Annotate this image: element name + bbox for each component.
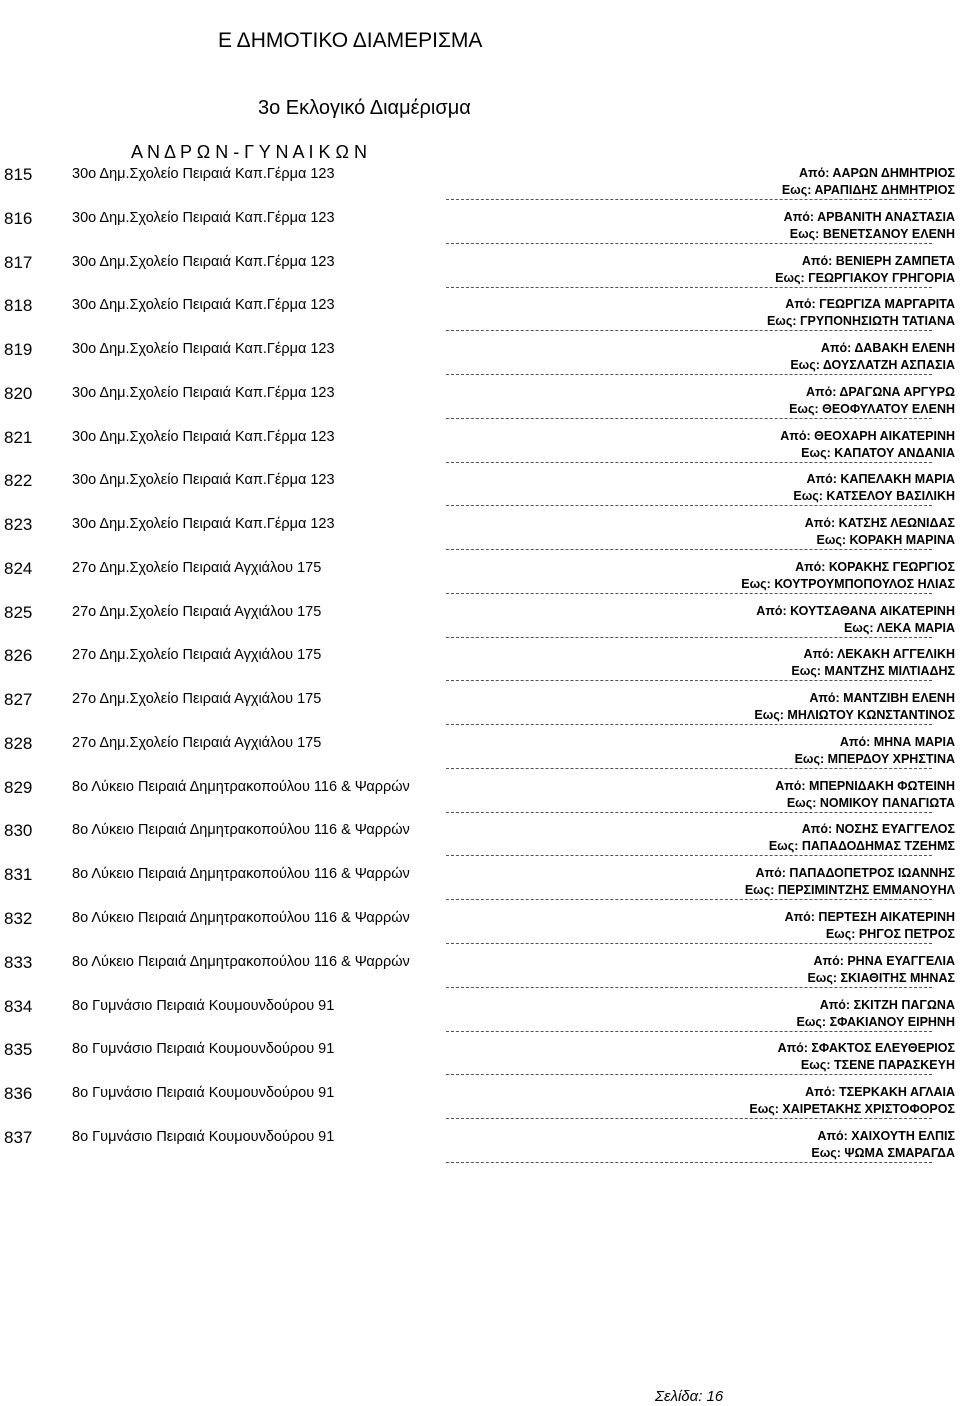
- dashed-separator: [446, 768, 932, 769]
- range-from: Από: ΜΠΕΡΝΙΔΑΚΗ ΦΩΤΕΙΝΗ: [775, 778, 955, 793]
- range-from: Από: ΔΑΒΑΚΗ ΕΛΕΝΗ: [820, 341, 955, 356]
- range-from: Από: ΓΕΩΡΓΙΖΑ ΜΑΡΓΑΡΙΤΑ: [785, 297, 955, 312]
- station-location: 30ο Δημ.Σχολείο Πειραιά Καπ.Γέρμα 123: [72, 341, 335, 358]
- station-location: 8ο Γυμνάσιο Πειραιά Κουμουνδούρου 91: [72, 997, 335, 1014]
- station-row: [0, 776, 960, 820]
- range-from: Από: ΒΕΝΙΕΡΗ ΖΑΜΠΕΤΑ: [801, 253, 955, 268]
- range-from: Από: ΘΕΟΧΑΡΗ ΑΙΚΑΤΕΡΙΝΗ: [780, 428, 955, 443]
- dashed-separator: [446, 549, 932, 550]
- station-number: 829: [4, 777, 33, 797]
- range-to: Εως: ΚΟΥΤΡΟΥΜΠΟΠΟΥΛΟΣ ΗΛΙΑΣ: [741, 576, 955, 591]
- dashed-separator: [446, 199, 932, 200]
- station-row: [0, 863, 960, 907]
- range-from: Από: ΚΑΠΕΛΑΚΗ ΜΑΡΙΑ: [806, 472, 955, 487]
- station-row: [0, 1038, 960, 1082]
- station-row: [0, 557, 960, 601]
- range-to: Εως: ΚΑΤΣΕΛΟΥ ΒΑΣΙΛΙΚΗ: [793, 489, 955, 504]
- station-location: 30ο Δημ.Σχολείο Πειραιά Καπ.Γέρμα 123: [72, 253, 335, 270]
- dashed-separator: [446, 637, 932, 638]
- range-to: Εως: ΚΑΠΑΤΟΥ ΑΝΔΑΝΙΑ: [801, 445, 955, 460]
- station-number: 815: [4, 165, 33, 184]
- station-row: [0, 338, 960, 382]
- dashed-separator: [446, 287, 932, 288]
- range-from: Από: ΣΚΙΤΖΗ ΠΑΓΩΝΑ: [819, 997, 955, 1012]
- station-row: [0, 1082, 960, 1126]
- dashed-separator: [446, 505, 932, 506]
- polling-station-list: [0, 163, 960, 1170]
- range-from: Από: ΔΡΑΓΩΝΑ ΑΡΓΥΡΩ: [806, 384, 955, 399]
- range-to: Εως: ΝΟΜΙΚΟΥ ΠΑΝΑΓΙΩΤΑ: [786, 795, 955, 810]
- range-from: Από: ΜΗΝΑ ΜΑΡΙΑ: [839, 734, 955, 749]
- station-location: 30ο Δημ.Σχολείο Πειραιά Καπ.Γέρμα 123: [72, 297, 335, 314]
- dashed-separator: [446, 1074, 932, 1075]
- station-number: 816: [4, 208, 33, 228]
- range-from: Από: ΝΟΣΗΣ ΕΥΑΓΓΕΛΟΣ: [801, 822, 955, 837]
- range-to: Εως: ΨΩΜΑ ΣΜΑΡΑΓΔΑ: [811, 1145, 955, 1160]
- range-from: Από: ΑΑΡΩΝ ΔΗΜΗΤΡΙΟΣ: [799, 166, 955, 180]
- station-row: [0, 732, 960, 776]
- range-to: Εως: ΒΕΝΕΤΣΑΝΟΥ ΕΛΕΝΗ: [789, 226, 955, 241]
- station-location: 8ο Λύκειο Πειραιά Δημητρακοπούλου 116 & Ψαρρών: [72, 910, 410, 927]
- range-to: Εως: ΣΚΙΑΘΙΤΗΣ ΜΗΝΑΣ: [807, 970, 955, 985]
- range-to: Εως: ΚΟΡΑΚΗ ΜΑΡΙΝΑ: [816, 533, 955, 548]
- range-to: Εως: ΣΦΑΚΙΑΝΟΥ ΕΙΡΗΝΗ: [796, 1014, 955, 1029]
- station-location: 30ο Δημ.Σχολείο Πειραιά Καπ.Γέρμα 123: [72, 166, 335, 182]
- station-row: [0, 819, 960, 863]
- station-location: 30ο Δημ.Σχολείο Πειραιά Καπ.Γέρμα 123: [72, 209, 335, 226]
- station-number: 818: [4, 296, 33, 316]
- station-row: [0, 426, 960, 470]
- station-row: [0, 163, 960, 207]
- station-number: 828: [4, 733, 33, 753]
- dashed-separator: [446, 462, 932, 463]
- range-from: Από: ΣΦΑΚΤΟΣ ΕΛΕΥΘΕΡΙΟΣ: [777, 1041, 955, 1056]
- dashed-separator: [446, 1031, 932, 1032]
- range-from: Από: ΤΣΕΡΚΑΚΗ ΑΓΛΑΙΑ: [805, 1085, 955, 1100]
- station-location: 8ο Λύκειο Πειραιά Δημητρακοπούλου 116 & Ψαρρών: [72, 866, 410, 883]
- station-location: 8ο Λύκειο Πειραιά Δημητρακοπούλου 116 & Ψαρρών: [72, 822, 410, 839]
- range-to: Εως: ΑΡΑΠΙΔΗΣ ΔΗΜΗΤΡΙΟΣ: [781, 183, 955, 197]
- station-number: 836: [4, 1084, 33, 1104]
- station-number: 834: [4, 996, 33, 1016]
- range-from: Από: ΡΗΝΑ ΕΥΑΓΓΕΛΙΑ: [813, 953, 955, 968]
- station-row: [0, 995, 960, 1039]
- gender-heading: Α Ν Δ Ρ Ω Ν - Γ Υ Ν Α Ι Κ Ω Ν: [131, 142, 367, 162]
- range-from: Από: ΠΕΡΤΕΣΗ ΑΙΚΑΤΕΡΙΝΗ: [784, 910, 955, 925]
- station-row: [0, 513, 960, 557]
- range-from: Από: ΛΕΚΑΚΗ ΑΓΓΕΛΙΚΗ: [803, 647, 955, 662]
- range-from: Από: ΜΑΝΤΖΙΒΗ ΕΛΕΝΗ: [809, 691, 955, 706]
- dashed-separator: [446, 812, 932, 813]
- dashed-separator: [446, 374, 932, 375]
- station-row: [0, 469, 960, 513]
- page-number: Σελίδα: 16: [655, 1388, 724, 1405]
- station-number: 825: [4, 602, 33, 622]
- station-location: 8ο Λύκειο Πειραιά Δημητρακοπούλου 116 & Ψαρρών: [72, 778, 410, 795]
- range-to: Εως: ΓΕΩΡΓΙΑΚΟΥ ΓΡΗΓΟΡΙΑ: [775, 270, 955, 285]
- station-number: 821: [4, 427, 33, 447]
- range-to: Εως: ΜΠΕΡΔΟΥ ΧΡΗΣΤΙΝΑ: [794, 751, 955, 766]
- station-number: 822: [4, 471, 33, 491]
- station-number: 837: [4, 1127, 33, 1147]
- dashed-separator: [446, 987, 932, 988]
- station-location: 30ο Δημ.Σχολείο Πειραιά Καπ.Γέρμα 123: [72, 472, 335, 489]
- station-location: 8ο Γυμνάσιο Πειραιά Κουμουνδούρου 91: [72, 1041, 335, 1058]
- station-number: 827: [4, 690, 33, 710]
- dashed-separator: [446, 680, 932, 681]
- range-from: Από: ΠΑΠΑΔΟΠΕΤΡΟΣ ΙΩΑΝΝΗΣ: [755, 866, 955, 881]
- station-row: [0, 951, 960, 995]
- station-row: [0, 382, 960, 426]
- dashed-separator: [446, 943, 932, 944]
- dashed-separator: [446, 1118, 932, 1119]
- station-location: 30ο Δημ.Σχολείο Πειραιά Καπ.Γέρμα 123: [72, 384, 335, 401]
- station-row: [0, 251, 960, 295]
- dashed-separator: [446, 899, 932, 900]
- station-number: 835: [4, 1040, 33, 1060]
- station-row: [0, 644, 960, 688]
- range-to: Εως: ΜΑΝΤΖΗΣ ΜΙΛΤΙΑΔΗΣ: [791, 664, 955, 679]
- district-title: Ε ΔΗΜΟΤΙΚΟ ΔΙΑΜΕΡΙΣΜΑ: [218, 29, 483, 52]
- station-location: 27ο Δημ.Σχολείο Πειραιά Αγχιάλου 175: [72, 691, 322, 708]
- station-number: 824: [4, 558, 33, 578]
- range-to: Εως: ΧΑΙΡΕΤΑΚΗΣ ΧΡΙΣΤΟΦΟΡΟΣ: [749, 1102, 955, 1117]
- range-from: Από: ΧΑΙΧΟΥΤΗ ΕΛΠΙΣ: [817, 1128, 955, 1143]
- station-location: 8ο Λύκειο Πειραιά Δημητρακοπούλου 116 & Ψαρρών: [72, 953, 410, 970]
- dashed-separator: [446, 418, 932, 419]
- range-to: Εως: ΡΗΓΟΣ ΠΕΤΡΟΣ: [825, 927, 955, 942]
- station-row: [0, 1126, 960, 1170]
- range-from: Από: ΚΑΤΣΗΣ ΛΕΩΝΙΔΑΣ: [804, 516, 955, 531]
- station-location: 8ο Γυμνάσιο Πειραιά Κουμουνδούρου 91: [72, 1128, 335, 1145]
- dashed-separator: [446, 855, 932, 856]
- dashed-separator: [446, 330, 932, 331]
- range-from: Από: ΑΡΒΑΝΙΤΗ ΑΝΑΣΤΑΣΙΑ: [783, 209, 955, 224]
- station-number: 831: [4, 865, 33, 885]
- station-location: 30ο Δημ.Σχολείο Πειραιά Καπ.Γέρμα 123: [72, 428, 335, 445]
- station-row: [0, 601, 960, 645]
- dashed-separator: [446, 724, 932, 725]
- range-to: Εως: ΠΑΠΑΔΟΔΗΜΑΣ ΤΖΕΗΜΣ: [768, 839, 955, 854]
- station-location: 8ο Γυμνάσιο Πειραιά Κουμουνδούρου 91: [72, 1085, 335, 1102]
- station-number: 830: [4, 821, 33, 841]
- station-location: 30ο Δημ.Σχολείο Πειραιά Καπ.Γέρμα 123: [72, 516, 335, 533]
- station-row: [0, 907, 960, 951]
- range-to: Εως: ΤΣΕΝΕ ΠΑΡΑΣΚΕΥΗ: [800, 1058, 955, 1073]
- station-number: 826: [4, 646, 33, 666]
- range-from: Από: ΚΟΡΑΚΗΣ ΓΕΩΡΓΙΟΣ: [795, 559, 955, 574]
- station-number: 820: [4, 383, 33, 403]
- dashed-separator: [446, 243, 932, 244]
- range-to: Εως: ΠΕΡΣΙΜΙΝΤΖΗΣ ΕΜΜΑΝΟΥΗΛ: [744, 883, 955, 898]
- range-to: Εως: ΛΕΚΑ ΜΑΡΙΑ: [843, 620, 955, 635]
- station-number: 819: [4, 340, 33, 360]
- station-number: 817: [4, 252, 33, 272]
- subdivision-title: 3ο Εκλογικό Διαμέρισμα: [258, 97, 471, 119]
- station-row: [0, 294, 960, 338]
- station-location: 27ο Δημ.Σχολείο Πειραιά Αγχιάλου 175: [72, 647, 322, 664]
- range-from: Από: ΚΟΥΤΣΑΘΑΝΑ ΑΙΚΑΤΕΡΙΝΗ: [756, 603, 955, 618]
- station-number: 833: [4, 952, 33, 972]
- range-to: Εως: ΜΗΛΙΩΤΟΥ ΚΩΝΣΤΑΝΤΙΝΟΣ: [754, 708, 955, 723]
- station-location: 27ο Δημ.Σχολείο Πειραιά Αγχιάλου 175: [72, 734, 322, 751]
- station-row: [0, 207, 960, 251]
- station-location: 27ο Δημ.Σχολείο Πειραιά Αγχιάλου 175: [72, 603, 322, 620]
- dashed-separator: [446, 593, 932, 594]
- range-to: Εως: ΘΕΟΦΥΛΑΤΟΥ ΕΛΕΝΗ: [789, 401, 955, 416]
- dashed-separator: [446, 1162, 932, 1163]
- range-to: Εως: ΓΡΥΠΟΝΗΣΙΩΤΗ ΤΑΤΙΑΝΑ: [766, 314, 955, 329]
- station-number: 832: [4, 909, 33, 929]
- station-number: 823: [4, 515, 33, 535]
- station-location: 27ο Δημ.Σχολείο Πειραιά Αγχιάλου 175: [72, 559, 322, 576]
- station-row: [0, 688, 960, 732]
- range-to: Εως: ΔΟΥΣΛΑΤΖΗ ΑΣΠΑΣΙΑ: [790, 358, 955, 373]
